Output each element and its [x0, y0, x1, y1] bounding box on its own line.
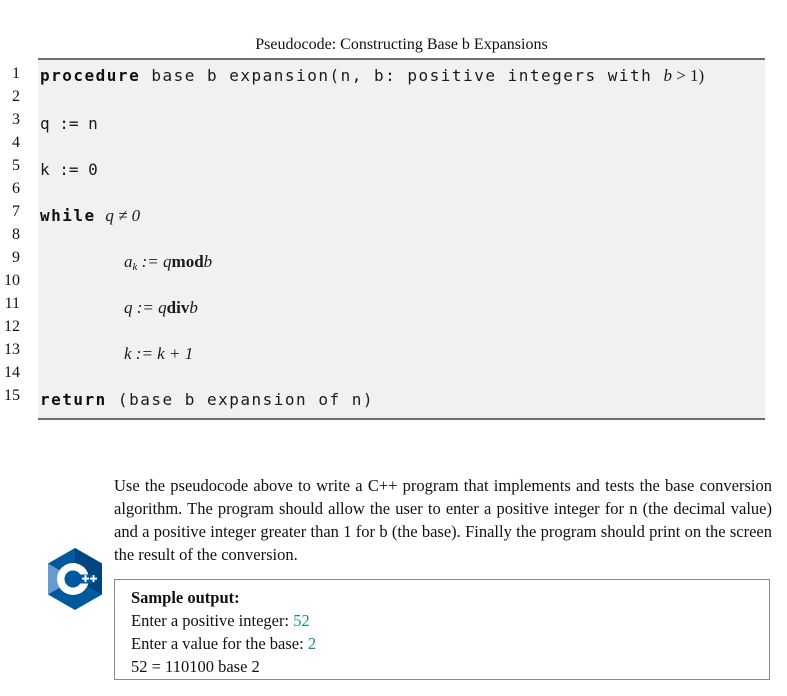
sample-input-b: 2 [307, 634, 317, 653]
keyword-while: while [40, 206, 96, 225]
sample-input-n: 52 [293, 611, 310, 630]
pseudocode-listing [38, 58, 765, 420]
listing-title: Pseudocode: Constructing Base b Expansions [255, 36, 548, 53]
line-number: 3 [12, 111, 20, 128]
code-line-9 [124, 250, 212, 273]
problem-statement: Use the pseudocode above to write a C++ program that implements and tests the base conversion algorithm. The program should allow the user to enter a positive integer for n (the decimal value) and a positive integer greater than 1 for b (the base). Finally the program should print on the screen the result of the conversion. [114, 476, 772, 564]
procedure-signature: base b expansion(n, b: positive integers with [140, 66, 664, 85]
line-number: 14 [4, 364, 20, 381]
cpp-logo-icon [44, 546, 106, 612]
line-number: 9 [12, 249, 20, 266]
math-b: b [663, 66, 672, 85]
sample-line-3: 52 = 110100 base 2 [131, 657, 260, 676]
line-number: 15 [4, 387, 20, 404]
sample-output-box [114, 579, 770, 680]
line-number: 5 [12, 157, 20, 174]
math-q-div: q := qdivb [124, 298, 198, 317]
code-line-1 [40, 64, 704, 87]
line-number: 10 [4, 272, 20, 289]
code-line-15 [40, 388, 374, 411]
math-gt-one: > 1) [671, 66, 705, 85]
line-number: 4 [12, 134, 20, 151]
math-a-k: $a_k$ := qmodb [124, 252, 213, 273]
keyword-procedure: procedure [40, 66, 141, 85]
code-line-11 [124, 296, 198, 319]
line-number: 1 [12, 65, 20, 82]
sample-line-1: Enter a positive integer: 52 [131, 611, 310, 630]
math-k-increment: k := k + 1 [124, 344, 194, 363]
code-line-5 [40, 158, 98, 181]
code-line-13 [124, 342, 193, 365]
keyword-return: return [40, 390, 107, 409]
assign-k: k := 0 [40, 160, 98, 179]
code-line-7 [40, 204, 140, 227]
while-condition: q ≠ 0 [105, 206, 141, 225]
assign-q: q := n [40, 114, 98, 133]
line-number: 12 [4, 318, 20, 335]
line-number: 11 [4, 295, 20, 312]
line-number: 7 [12, 203, 20, 220]
return-value: (base b expansion of n) [106, 390, 374, 409]
line-number: 8 [12, 226, 20, 243]
line-number: 13 [4, 341, 20, 358]
line-number: 6 [12, 180, 20, 197]
line-number: 2 [12, 88, 20, 105]
code-line-3 [40, 112, 98, 135]
sample-output-heading: Sample output: [131, 588, 240, 607]
sample-line-2: Enter a value for the base: 2 [131, 634, 317, 653]
